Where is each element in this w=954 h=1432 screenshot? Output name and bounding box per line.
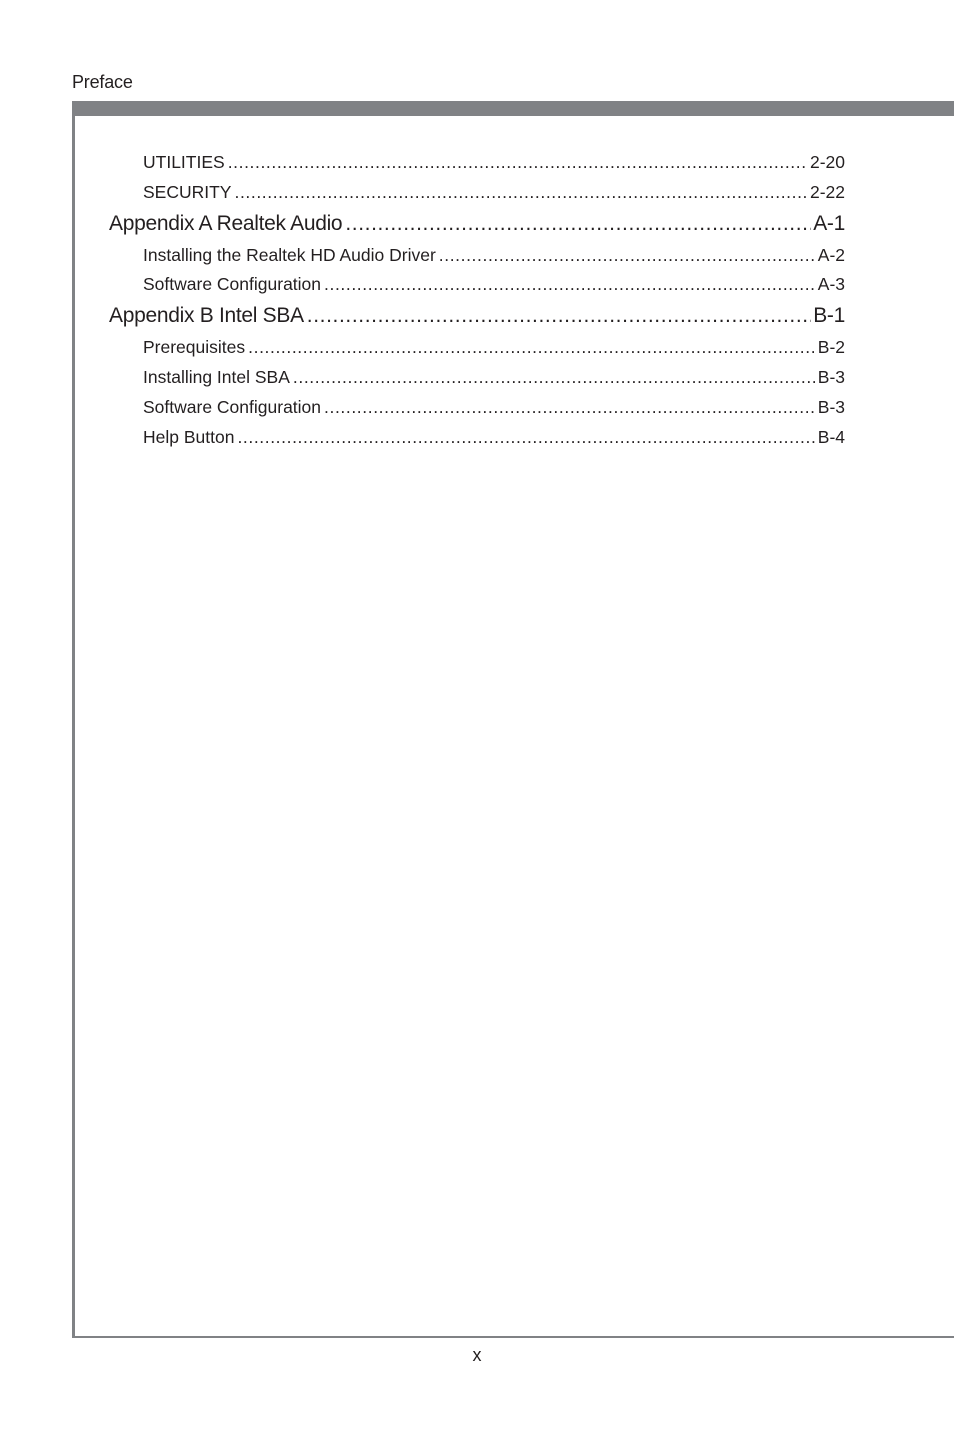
page-number: x <box>472 1345 482 1365</box>
toc-leader <box>345 212 811 236</box>
toc-entry-title: UTILITIES <box>143 152 225 172</box>
toc-entry-page: 2-20 <box>809 152 845 172</box>
toc-entry-title: SECURITY <box>143 182 232 202</box>
toc-entry-software-configuration-a[interactable] <box>143 274 845 295</box>
toc-entry-page: B-3 <box>817 397 845 417</box>
toc-leader <box>234 182 807 203</box>
header-bar <box>72 101 954 116</box>
toc-entry-page: A-1 <box>813 212 845 235</box>
toc-leader <box>324 274 816 295</box>
toc-entry-title: Software Configuration <box>143 397 322 417</box>
toc-leader <box>293 367 816 388</box>
toc-entry-page: A-3 <box>817 274 845 294</box>
toc-entry-page: A-2 <box>817 245 845 265</box>
toc-entry-appendix-b[interactable] <box>109 304 845 328</box>
toc-entry-title: Installing the Realtek HD Audio Driver <box>143 245 436 265</box>
toc-leader <box>228 152 808 173</box>
toc-leader <box>307 304 811 328</box>
toc-entry-title: Appendix B Intel SBA <box>109 304 304 327</box>
toc-entry-prerequisites[interactable] <box>143 337 845 358</box>
toc-entry-page: B-4 <box>817 427 845 447</box>
toc-entry-title: Installing Intel SBA <box>143 367 290 387</box>
toc-entry-installing-realtek-driver[interactable] <box>143 245 845 266</box>
toc-entry-utilities[interactable] <box>143 152 845 173</box>
toc-entry-title: Prerequisites <box>143 337 246 357</box>
toc-entry-security[interactable] <box>143 182 845 203</box>
toc-entry-title: Appendix A Realtek Audio <box>109 212 343 235</box>
toc-entry-help-button[interactable] <box>143 427 845 448</box>
toc-leader <box>324 397 816 418</box>
toc-entry-page: 2-22 <box>809 182 845 202</box>
toc-entry-title: Software Configuration <box>143 274 322 294</box>
toc-entry-installing-intel-sba[interactable] <box>143 367 845 388</box>
toc-entry-page: B-1 <box>813 304 845 327</box>
toc-entry-title: Help Button <box>143 427 235 447</box>
section-label: Preface <box>72 72 133 92</box>
toc-entry-page: B-2 <box>817 337 845 357</box>
toc-entry-page: B-3 <box>817 367 845 387</box>
toc-leader <box>248 337 816 358</box>
toc-entry-appendix-a[interactable] <box>109 212 845 236</box>
toc-leader <box>439 245 816 266</box>
toc-leader <box>237 427 815 448</box>
toc-entry-software-configuration-b[interactable] <box>143 397 845 418</box>
